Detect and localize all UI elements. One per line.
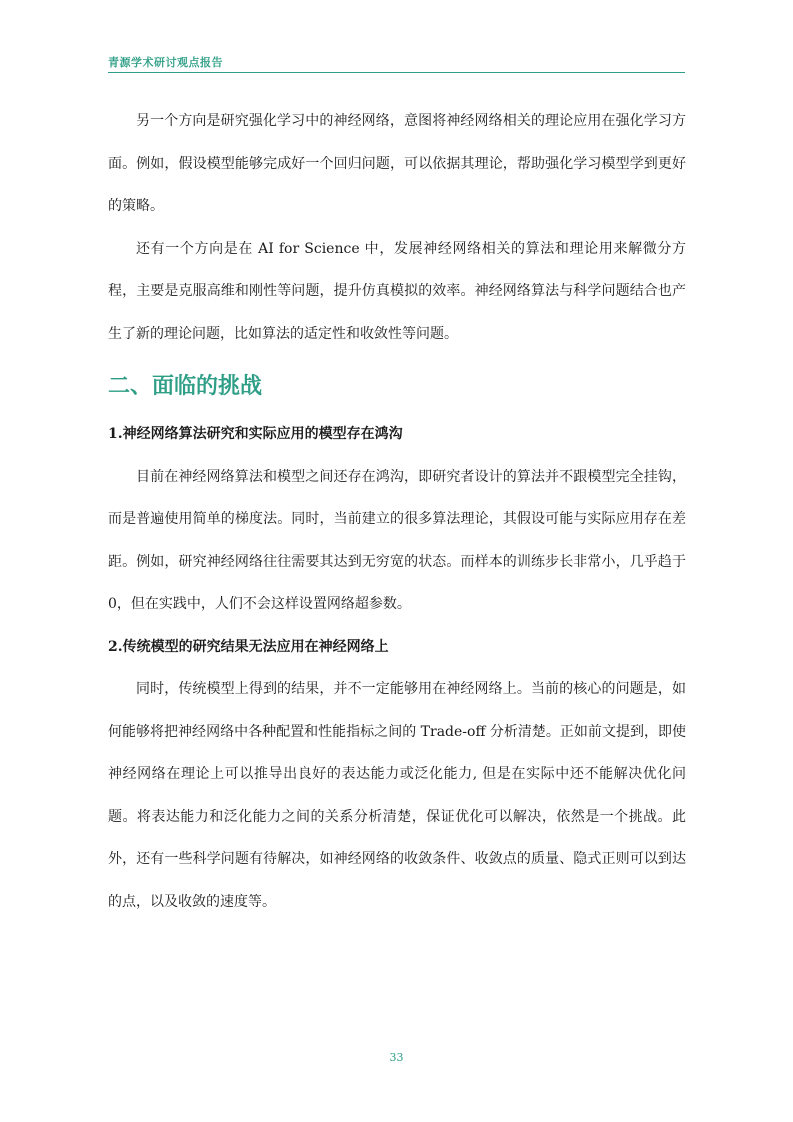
subsection-text-1: 目前在神经网络算法和模型之间还存在鸿沟，即研究者设计的算法并不跟模型完全挂钩，而是普遍使用简单的梯度法。同时，当前建立的很多算法理论，其假设可能与实际应用存在差距。例如，研究神经网络往往需要其达到无穷宽的状态。而样本的训练步长非常小，几乎趋于 0，但在实践中，人们不会这样设置网络超参数。 [108, 468, 686, 612]
section-title-challenges: 二、面临的挑战 [108, 374, 263, 399]
header-title: 青源学术研讨观点报告 [108, 56, 223, 69]
subsection-title-1: 1.神经网络算法研究和实际应用的模型存在鸿沟 [108, 426, 403, 442]
page-number: 33 [389, 1051, 404, 1064]
subsection-text-2: 同时，传统模型上得到的结果，并不一定能够用在神经网络上。当前的核心的问题是，如何能够将把神经网络中各种配置和性能指标之间的 Trade-off 分析清楚。正如前文提到，即使神经网络在理论上可以推导出良好的表达能力或泛化能力, 但是在实际中还不能解决优化问题。将表达能力和泛化能力之间的关系分析清楚，保证优化可以解决，依然是一个挑战。此外，还有一些科学问题有待解决，如神经网络的收敛条件、收敛点的质量、隐式正则可以到达的点，以及收敛的速度等。 [108, 681, 686, 910]
paragraph-rl-direction: 另一个方向是研究强化学习中的神经网络，意图将神经网络相关的理论应用在强化学习方面。例如，假设模型能够完成好一个回归问题，可以依据其理论，帮助强化学习模型学到更好的策略。 [108, 113, 686, 214]
page-content [108, 100, 686, 923]
page-header [108, 52, 685, 73]
paragraph-ai-for-science: 还有一个方向是在 AI for Science 中，发展神经网络相关的算法和理论用来解微分方程，主要是克服高维和刚性等问题，提升仿真模拟的效率。神经网络算法与科学问题结合也产生了新的理论问题，比如算法的适定性和收敛性等问题。 [108, 240, 686, 342]
subsection-title-2: 2.传统模型的研究结果无法应用在神经网络上 [108, 638, 389, 655]
